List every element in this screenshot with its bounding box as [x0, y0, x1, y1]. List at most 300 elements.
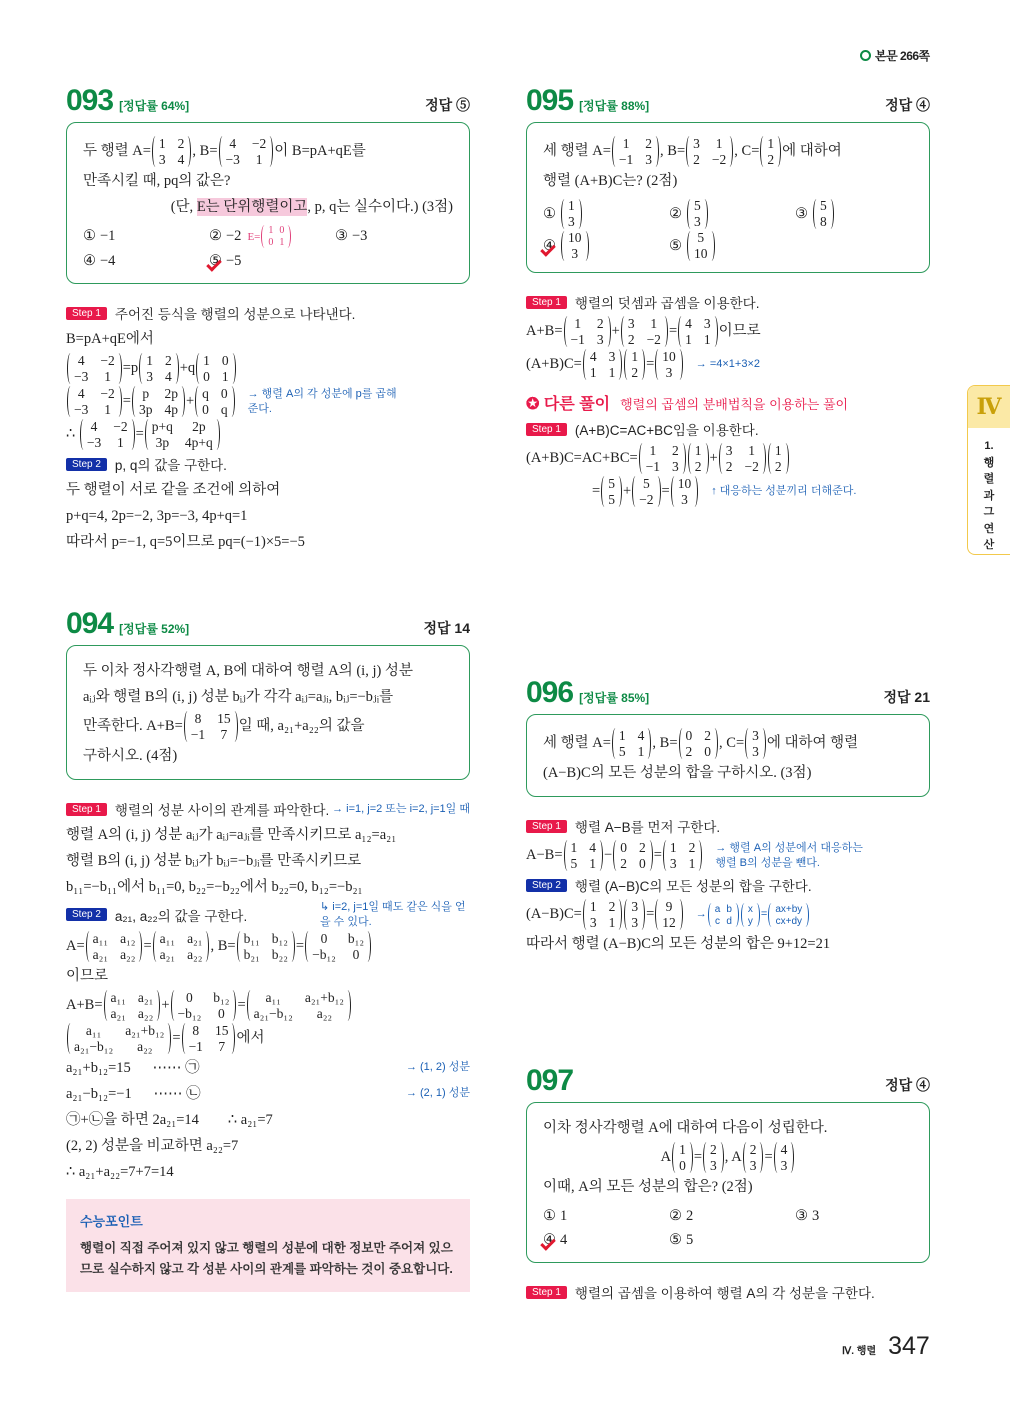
matrix-cell: 2	[596, 316, 604, 331]
choice-number: ⑤	[669, 1231, 682, 1248]
alternative-solution-title: ✪ 다른 풀이	[526, 396, 611, 413]
left-column	[66, 84, 470, 1292]
matrix-grid	[74, 386, 115, 418]
math-text: =	[135, 426, 144, 443]
annotation-note	[696, 902, 811, 928]
matrix-grid	[628, 316, 661, 348]
solution-line	[66, 874, 470, 900]
matrix-cell: 2	[774, 459, 782, 474]
math-text: 주어진 등식을 행렬의 성분으로 나타낸다.	[114, 307, 356, 322]
math-text: b₁₁=−b₁₁에서 b₁₁=0, b₂₂=−b₂₂에서 b₂₂=0, b₁₂=−b₂₁	[66, 878, 363, 895]
math-text: −4	[100, 252, 116, 269]
math-text: 이차 정사각행렬 A에 대하여 다음이 성립한다.	[543, 1119, 828, 1136]
math-text: , B=	[192, 143, 218, 160]
matrix-cell: 12	[662, 915, 676, 930]
question-line	[543, 1115, 913, 1141]
math-text: 따라서 p=−1, q=5이므로 pq=(−1)×5=−5	[66, 533, 305, 550]
matrix-cell: a₂₁	[92, 946, 109, 962]
matrix-cell: 4	[77, 386, 85, 401]
exam-point-title: 수능포인트	[80, 1213, 143, 1229]
math-text: ㉠+㉡을 하면 2a₂₁=14 ∴ a₂₁=7	[66, 1111, 273, 1128]
highlighted-text: E는 단위행렬이고	[196, 198, 308, 215]
matrix-cell: 1	[279, 237, 285, 248]
answer-choices	[83, 224, 453, 273]
matrix-grid	[748, 904, 753, 928]
annotation-note	[406, 1060, 470, 1075]
choice-2[interactable]	[669, 198, 795, 230]
math-text: 세 행렬 A=	[543, 143, 611, 160]
matrix-cell: 15	[217, 711, 231, 726]
matrix	[153, 930, 210, 963]
math-text: 이므로	[66, 967, 109, 984]
matrix-cell: 5	[570, 856, 578, 871]
question-line	[543, 135, 913, 168]
matrix-grid	[820, 198, 827, 230]
matrix-grid	[254, 990, 344, 1022]
solution-line	[66, 385, 470, 418]
math-text: (단,	[170, 198, 197, 215]
answer-choices	[543, 198, 913, 262]
matrix-cell: 3	[725, 443, 733, 458]
solution-line	[66, 848, 470, 874]
matrix-cell: −2	[100, 353, 115, 368]
matrix-cell: a₂₂	[187, 946, 203, 962]
math-text: 4	[560, 1231, 568, 1248]
matrix-grid	[631, 899, 638, 931]
answer-label: 정답 ④	[885, 1077, 930, 1093]
solution-line	[66, 963, 470, 989]
red-check-mark-icon	[205, 253, 221, 269]
matrix	[621, 315, 668, 348]
choice-3[interactable]	[335, 224, 461, 249]
matrix-grid	[590, 349, 616, 381]
math-text: 이 B=pA+qE를	[274, 143, 366, 160]
matrix-grid	[139, 386, 178, 418]
question-line	[83, 710, 453, 743]
matrix-cell: 4	[589, 840, 596, 855]
matrix-cell: 1	[104, 402, 111, 417]
math-text: 5	[686, 1231, 694, 1248]
matrix-grid	[191, 711, 231, 743]
matrix	[583, 898, 623, 931]
matrix-cell: cx+dy	[775, 915, 803, 927]
matrix-grid	[620, 840, 646, 872]
matrix-cell: d	[726, 915, 732, 927]
matrix	[561, 230, 589, 262]
matrix-cell: −3	[225, 152, 240, 167]
math-text: 일 때, a₂₁+a₂₂의 값을	[238, 718, 365, 735]
matrix	[813, 198, 834, 230]
matrix-cell: a₂₂	[316, 1005, 333, 1021]
matrix	[247, 989, 351, 1022]
step-badge: Step 1	[66, 803, 107, 816]
matrix-cell: −3	[86, 435, 102, 450]
solution-line	[66, 418, 470, 451]
math-text: 2	[686, 1207, 694, 1224]
matrix-cell: 1	[568, 198, 575, 213]
step-badge: Step 1	[66, 307, 107, 320]
step-badge: Step 2	[526, 879, 567, 892]
matrix	[261, 224, 291, 249]
matrix-cell: 1	[649, 443, 657, 458]
matrix-cell: 8	[194, 711, 202, 726]
solution	[66, 300, 470, 555]
step-badge: Step 1	[526, 820, 567, 833]
matrix-cell: 1	[685, 332, 692, 347]
chapter-section-label: 1.행렬과그연산	[983, 440, 995, 551]
matrix-cell: −1	[618, 152, 634, 167]
matrix-grid	[695, 443, 702, 475]
matrix-grid	[639, 476, 653, 508]
matrix-grid	[685, 316, 711, 348]
matrix-cell: p+q	[151, 419, 173, 434]
matrix-cell: a₁₁	[85, 1022, 102, 1038]
math-text: → =4×1+3×2	[695, 358, 760, 371]
math-text: 에 대하여 행렬	[766, 735, 859, 752]
math-text: 두 행렬 A=	[83, 143, 151, 160]
problem-093	[66, 84, 470, 607]
matrix-cell: b₂₁	[243, 946, 260, 962]
matrix-cell: a₂₁−b₁₂	[253, 1005, 293, 1021]
matrix-cell: 1	[748, 443, 756, 458]
math-text: −1	[100, 228, 116, 244]
choice-4[interactable]	[543, 1228, 669, 1252]
choice-2[interactable]	[209, 224, 335, 249]
matrix-grid	[631, 349, 638, 381]
matrix-cell: 1	[622, 136, 630, 151]
choice-4[interactable]	[543, 230, 669, 262]
correct-rate: [정답률 52%]	[119, 622, 190, 636]
math-text: 행렬의 곱셈을 이용하여 행렬 A의 각 성분을 구한다.	[574, 1286, 875, 1301]
solution-step	[526, 872, 930, 898]
matrix-cell: 1	[146, 353, 153, 368]
solution-line	[66, 1107, 470, 1133]
matrix-cell: 1	[694, 443, 702, 458]
math-text: → (2, 1) 성분	[405, 1087, 470, 1100]
matrix	[132, 385, 185, 418]
step-badge: Step 2	[66, 458, 107, 471]
matrix-cell: 1	[268, 225, 274, 236]
matrix-cell: 1	[589, 365, 597, 380]
matrix-cell: a₂₂	[137, 1005, 154, 1021]
alternative-solution-header	[526, 391, 930, 414]
solution-line	[66, 930, 470, 963]
matrix-cell: 2	[645, 136, 653, 151]
matrix	[672, 1141, 693, 1174]
annotation-note	[696, 357, 760, 372]
matrix-cell: a₂₂	[120, 946, 136, 962]
matrix-cell: −b₁₂	[177, 1005, 202, 1021]
matrix-cell: a₁₂	[120, 930, 136, 946]
matrix-cell: 1	[589, 899, 597, 914]
choice-4[interactable]	[83, 249, 209, 273]
choice-1[interactable]	[83, 224, 209, 249]
choice-3[interactable]	[795, 1204, 921, 1228]
matrix-cell: 1	[574, 316, 582, 331]
step-badge: Step 1	[526, 423, 567, 436]
matrix-cell: 5	[608, 476, 615, 491]
matrix-cell: 1	[715, 136, 723, 151]
matrix-grid	[202, 386, 228, 418]
matrix-cell: 2	[693, 152, 700, 167]
matrix-cell: 4	[177, 152, 185, 167]
question-box	[66, 645, 470, 780]
math-text: E=	[247, 230, 261, 243]
matrix-cell: a₂₂	[137, 1038, 153, 1054]
annotation-note	[332, 802, 470, 817]
math-text: =	[760, 908, 768, 921]
problem-header	[66, 84, 470, 118]
matrix-cell: 3	[158, 152, 166, 167]
matrix-cell: −3	[74, 402, 89, 417]
math-text: 두 이차 정사각행렬 A, B에 대하여 행렬 A의 (i, j) 성분	[83, 662, 413, 679]
matrix	[67, 1022, 171, 1055]
matrix	[655, 898, 683, 931]
math-text: a₂₁−b₁₂=−1 ⋯⋯ ㉡	[66, 1085, 201, 1102]
matrix-grid	[312, 931, 364, 963]
matrix-cell: 0	[217, 1005, 225, 1021]
matrix	[612, 135, 659, 168]
main-text-page-reference: 본문 266쪽	[860, 47, 930, 64]
matrix-cell: 3	[703, 316, 711, 331]
math-text: 만족시킬 때, pq의 값은?	[83, 172, 231, 189]
matrix-cell: 1	[688, 856, 696, 871]
solution-line	[66, 1055, 470, 1081]
matrix-grid	[111, 990, 154, 1022]
choice-1[interactable]	[543, 1204, 669, 1228]
math-text: a₂₁+b₁₂=15 ⋯⋯ ㉠	[66, 1059, 200, 1076]
matrix	[613, 839, 653, 872]
question-line	[83, 135, 453, 168]
matrix-cell: 10	[568, 230, 582, 245]
math-text: , B=	[660, 143, 686, 160]
question-box	[66, 122, 470, 284]
matrix	[686, 135, 733, 168]
matrix	[237, 930, 295, 963]
problem-number: 094	[66, 607, 114, 640]
matrix-cell: a₁₁	[265, 989, 281, 1005]
matrix-grid	[694, 198, 701, 230]
math-text: +	[161, 997, 170, 1014]
matrix-grid	[152, 419, 213, 451]
matrix-cell: q	[220, 402, 228, 417]
solution-line	[66, 1022, 470, 1055]
math-text: ↑ 대응하는 성분끼리 더해준다.	[711, 485, 857, 498]
question-line	[543, 1141, 913, 1174]
question-line	[83, 658, 453, 684]
exam-point-box	[66, 1199, 470, 1293]
solution-line	[526, 348, 930, 381]
matrix-cell: 1	[255, 152, 263, 167]
matrix	[639, 442, 686, 475]
matrix-grid	[590, 899, 616, 931]
matrix-cell: 1	[117, 435, 124, 450]
math-text: A−B=	[526, 847, 563, 864]
matrix-cell: 5	[642, 476, 650, 491]
choice-number: ⑤	[209, 252, 222, 269]
math-text: =	[661, 483, 670, 500]
solution-step	[66, 900, 470, 930]
matrix-cell: 0	[638, 856, 646, 871]
annotation-note	[406, 1086, 470, 1101]
matrix-cell: 0	[202, 402, 209, 417]
math-text: −3	[352, 228, 368, 244]
matrix-cell: 0	[221, 353, 229, 368]
math-text: → i=1, j=2 또는 i=2, j=1일 때	[332, 802, 470, 815]
matrix-cell: 2	[767, 152, 775, 167]
matrix-cell: 1	[679, 1142, 686, 1157]
matrix-cell: 0	[679, 1158, 686, 1173]
matrix-cell: 1	[608, 365, 616, 380]
answer-label: 정답 ⑤	[425, 97, 470, 113]
math-text: −5	[226, 252, 242, 269]
matrix-cell: ax+by	[775, 903, 803, 915]
matrix-cell: 0	[186, 989, 193, 1005]
matrix-cell: 1	[703, 332, 711, 347]
matrix-grid	[571, 840, 597, 872]
matrix-cell: 3	[571, 246, 579, 261]
solution-line	[526, 442, 930, 475]
math-text: =	[653, 847, 662, 864]
matrix-cell: 3	[693, 136, 700, 151]
math-text: 행렬 (A−B)C의 모든 성분의 합을 구한다.	[574, 879, 812, 894]
math-text: +	[185, 393, 195, 410]
choice-number: ⑤	[669, 237, 682, 254]
math-text: +q	[179, 360, 196, 377]
question-line	[83, 194, 453, 220]
matrix-cell: 2	[688, 840, 696, 855]
matrix-grid	[74, 1023, 164, 1055]
matrix-grid	[159, 136, 185, 168]
matrix	[152, 135, 192, 168]
choice-5[interactable]	[209, 249, 335, 273]
matrix-cell: 7	[218, 1038, 226, 1054]
matrix-cell: 3	[631, 915, 639, 930]
math-text: 행렬 A−B를 먼저 구한다.	[574, 820, 721, 835]
matrix-cell: 3p	[155, 435, 170, 450]
problem-097	[526, 1064, 930, 1305]
math-text: =	[668, 323, 678, 340]
matrix-cell: 1	[158, 136, 166, 151]
matrix-cell: 2	[608, 899, 616, 914]
solution-line	[66, 352, 470, 385]
problem-header	[526, 676, 930, 710]
math-text: −2	[226, 228, 242, 244]
matrix-cell: 10	[662, 349, 676, 364]
math-text: ∴ a₂₁+a₂₂=7+7=14	[66, 1163, 174, 1180]
matrix-cell: −2	[100, 386, 115, 401]
math-text: A	[660, 1149, 672, 1166]
math-text: 만족한다. A+B=	[83, 718, 183, 735]
exam-point-body: 행렬이 직접 주어져 있지 않고 행렬의 성분에 대한 정보만 주어져 있으므로 실수하지 않고 각 성분 사이의 관계를 파악하는 것이 중요합니다.	[80, 1240, 453, 1276]
matrix-cell: 0	[685, 728, 693, 743]
question-line	[83, 743, 453, 769]
problem-number: 097	[526, 1064, 574, 1097]
matrix	[687, 198, 708, 230]
alternative-solution-desc: 행렬의 곱셈의 분배법칙을 이용하는 풀이	[620, 397, 849, 412]
math-text: =p	[122, 360, 139, 377]
math-text: , B=	[210, 938, 236, 955]
solution-step	[526, 289, 930, 315]
choice-2[interactable]	[669, 1204, 795, 1228]
question-box	[526, 714, 930, 797]
matrix-grid	[203, 353, 229, 385]
matrix-cell: 1	[221, 369, 229, 384]
solution-step	[66, 796, 470, 822]
choice-number: ③	[795, 1207, 808, 1224]
matrix-grid	[775, 904, 802, 928]
matrix	[195, 385, 235, 418]
chapter-side-tab[interactable]	[967, 385, 1010, 555]
matrix-grid	[93, 931, 136, 963]
matrix-cell: 3	[669, 856, 677, 871]
matrix-grid	[679, 1142, 686, 1174]
problem-number: 096	[526, 676, 574, 709]
math-text: 따라서 행렬 (A−B)C의 모든 성분의 합은 9+12=21	[526, 935, 831, 952]
problem-number: 095	[526, 84, 574, 117]
matrix-cell: 0	[268, 237, 274, 248]
choice-number: ④	[543, 1231, 556, 1248]
matrix-cell: a₁₁	[92, 930, 109, 946]
choice-3[interactable]	[795, 198, 921, 230]
math-text: p+q=4, 2p=−2, 3p=−3, 4p+q=1	[66, 507, 248, 524]
matrix-cell: 4	[229, 136, 237, 151]
matrix-cell: 4	[780, 1142, 788, 1157]
matrix	[612, 727, 652, 760]
matrix-cell: 2	[685, 744, 693, 759]
choice-number: ②	[669, 1207, 682, 1224]
matrix-cell: −1	[190, 727, 206, 742]
matrix-cell: 1	[203, 353, 210, 368]
math-text: 행렬의 덧셈과 곱셈을 이용한다.	[574, 296, 760, 311]
choice-number: ③	[795, 205, 808, 222]
matrix-cell: 9	[665, 899, 673, 914]
matrix-grid	[619, 728, 645, 760]
math-text: +	[709, 450, 718, 467]
solution-line	[526, 898, 930, 931]
choice-number: ③	[335, 228, 348, 244]
matrix	[561, 198, 582, 230]
question-box	[526, 1102, 930, 1263]
choice-5[interactable]	[669, 1228, 795, 1252]
solution-line	[526, 931, 930, 957]
math-text: =	[646, 356, 655, 373]
annotation-note	[320, 900, 470, 930]
problem-094	[66, 607, 470, 1292]
math-text: , B=	[652, 735, 678, 752]
matrix	[703, 1141, 724, 1174]
choice-5[interactable]	[669, 230, 795, 262]
matrix-grid	[670, 840, 696, 872]
matrix-cell: 5	[694, 198, 701, 213]
matrix-cell: 0	[220, 386, 228, 401]
math-text: 행렬 (A+B)C는? (2점)	[543, 172, 678, 189]
matrix-cell: b	[726, 903, 732, 915]
matrix-cell: 1	[631, 349, 639, 364]
matrix	[145, 418, 220, 451]
matrix	[67, 352, 122, 385]
matrix-cell: 3	[568, 214, 575, 229]
matrix-cell: 1	[589, 856, 596, 871]
matrix	[743, 1141, 764, 1174]
matrix-cell: 5	[608, 492, 615, 507]
solution-line	[66, 822, 470, 848]
question-line	[543, 168, 913, 194]
matrix-cell: 2	[638, 840, 646, 855]
choice-1[interactable]	[543, 198, 669, 230]
matrix-cell: 2	[164, 353, 172, 368]
matrix-cell: b₁₂	[347, 930, 365, 946]
